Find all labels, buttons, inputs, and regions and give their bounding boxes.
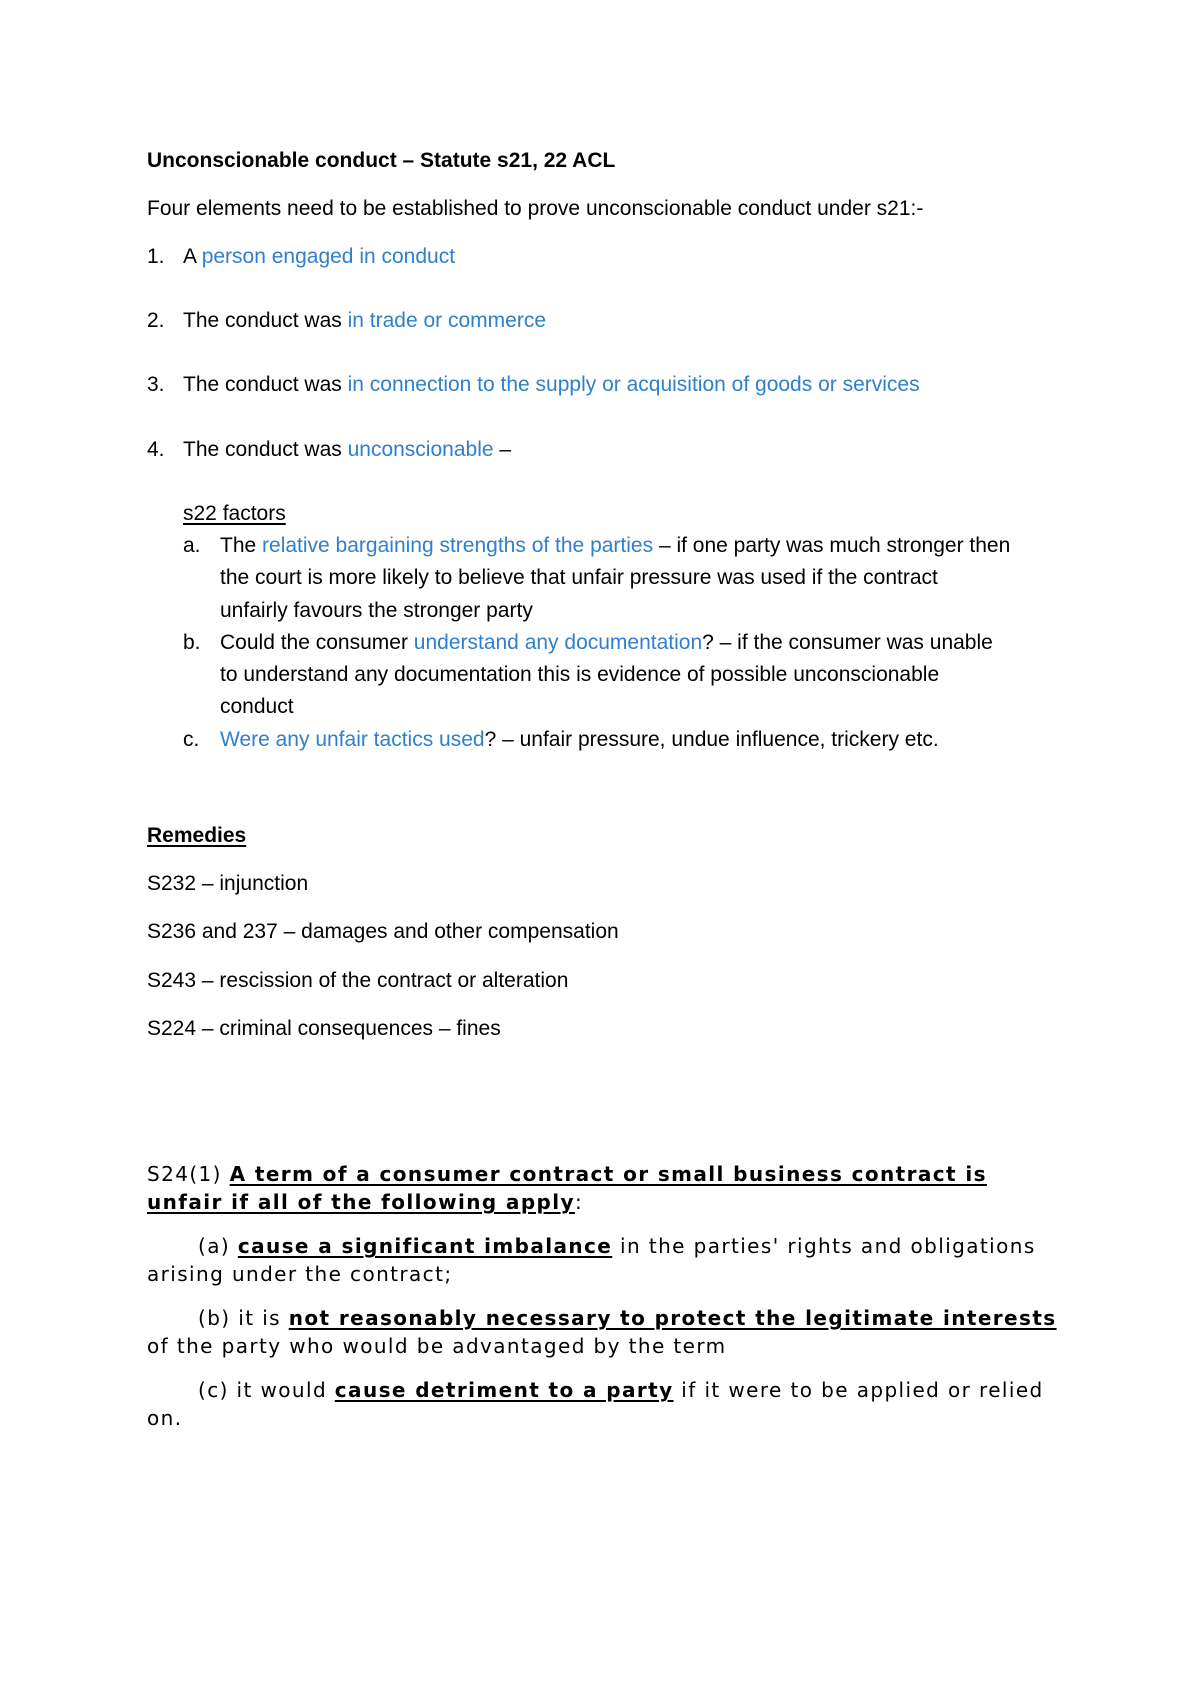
highlight-text: person engaged in conduct	[201, 245, 456, 268]
s24-item-a-continuation: arising under the contract;	[147, 1262, 453, 1286]
s24-item-b-continuation: of the party who would be advantaged by the term	[147, 1334, 727, 1358]
remedy-item: S224 – criminal consequences – fines	[147, 1017, 501, 1040]
s24-item-b: (b) it is not reasonably necessary to protect the legitimate interests	[198, 1306, 1057, 1330]
document-title: Unconscionable conduct – Statute s21, 22 ACL	[147, 149, 616, 172]
remedy-item: S236 and 237 – damages and other compensation	[147, 920, 619, 943]
list-item-continuation: to understand any documentation this is evidence of possible unconscionable	[220, 663, 940, 686]
s24-item-c: (c) it would cause detriment to a party if it were to be applied or relied	[198, 1378, 1044, 1402]
s24-heading: S24(1) A term of a consumer contract or small business contract is	[147, 1162, 987, 1186]
highlight-text: unconscionable	[347, 438, 494, 461]
s24-heading-continuation: unfair if all of the following apply:	[147, 1190, 584, 1214]
s22-heading: s22 factors	[183, 502, 286, 525]
remedies-heading: Remedies	[147, 824, 247, 847]
highlight-text: in connection to the supply or acquisition of goods or services	[347, 373, 920, 396]
list-item-continuation: unfairly favours the stronger party	[220, 599, 533, 622]
highlight-text: understand any documentation	[413, 631, 703, 654]
s24-item-a: (a) cause a significant imbalance in the parties' rights and obligations	[198, 1234, 1036, 1258]
list-item-continuation: conduct	[220, 695, 294, 718]
list-item-continuation: the court is more likely to believe that unfair pressure was used if the contract	[220, 566, 938, 589]
highlight-text: in trade or commerce	[347, 309, 546, 332]
s24-item-c-continuation: on.	[147, 1406, 183, 1430]
highlight-text: Were any unfair tactics used	[220, 728, 485, 751]
document-page: Unconscionable conduct – Statute s21, 22 ACL Four elements need to be established to prove unconscionable conduct under s21:- 1. A person engaged in conduct 2. The conduct was in trade or commerce 3. The conduct was in connection to the supply or acquisition of goods or services 4. The conduct was unconscionable – s22 factors a. The relative bargaining strengths of the parties – if one party was much stronger then the court is more likely to believe that unfair pressure was used if the contract unfairly favours the stronger party b. Could the consumer understand any documentation? – if the consumer was unable to understand any documentation this is evidence of possible unconscionable conduct c. Were any unfair tactics used? – unfair pressure, undue influence, trickery etc. Remedies S232 – injunction S236 and 237 – damages and other compensation S243 – rescission of the contract or alteration S224 – criminal consequences – fines S24(1) A term of a consumer contract or small business contract is unfair if all of the following apply: (a) cause a significant imbalance in the parties' rights and obligations arising under the contract; (b) it is not reasonably necessary to protect the legitimate interests of the party who would be advantaged by the term (c) it would cause detriment to a party if it were to be applied or relied on.	[147, 149, 1057, 1430]
remedy-item: S232 – injunction	[147, 872, 309, 895]
highlight-text: relative bargaining strengths of the parties	[262, 534, 654, 557]
intro-paragraph: Four elements need to be established to prove unconscionable conduct under s21:-	[147, 197, 924, 220]
remedy-item: S243 – rescission of the contract or alteration	[147, 969, 569, 992]
